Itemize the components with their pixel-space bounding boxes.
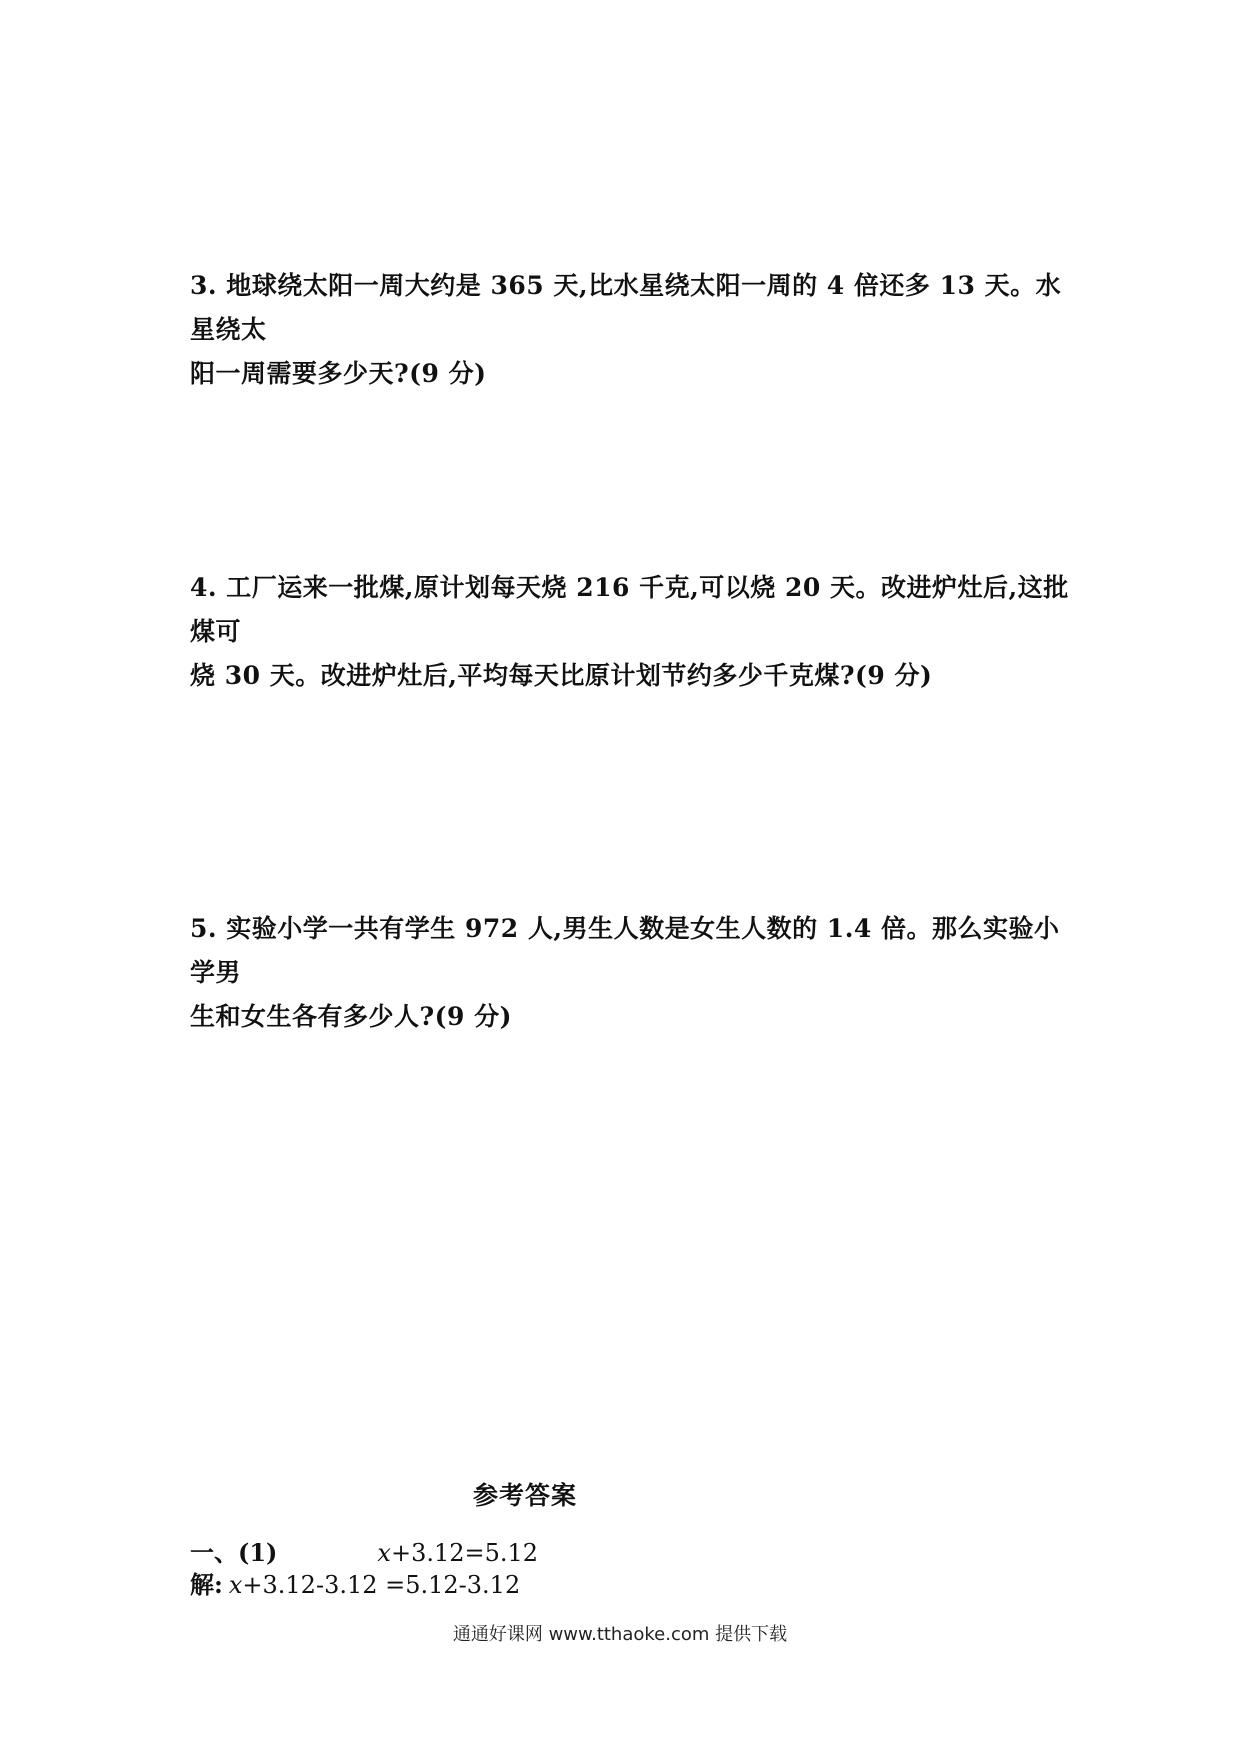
question-3 (190, 264, 1070, 396)
answer-1-variable: x (377, 1539, 391, 1567)
answer-1-expression: +3.12=5.12 (390, 1539, 539, 1567)
answer-2-equation (229, 1571, 520, 1599)
answer-line-1 (190, 1538, 538, 1568)
answer-2-expression: +3.12-3.12 =5.12-3.12 (242, 1571, 521, 1599)
page-footer: 通通好课网 www.tthaoke.com 提供下载 (452, 1624, 788, 1645)
answers-heading: 参考答案 (472, 1481, 577, 1510)
answer-1-equation (377, 1539, 538, 1567)
question-4 (190, 566, 1070, 698)
question-5-line-1: 5. 实验小学一共有学生 972 人,男生人数是女生人数的 1.4 倍。那么实验小学男 (190, 914, 1060, 987)
question-4-line-1: 4. 工厂运来一批煤,原计划每天烧 216 千克,可以烧 20 天。改进炉灶后,这批煤可 (190, 573, 1069, 646)
question-3-line-1: 3. 地球绕太阳一周大约是 365 天,比水星绕太阳一周的 4 倍还多 13 天。水星绕太 (190, 271, 1062, 344)
question-5 (190, 907, 1070, 1039)
question-5-line-2: 生和女生各有多少人?(9 分) (190, 1002, 512, 1031)
answer-2-variable: x (228, 1571, 243, 1599)
answer-2-label: 解: (190, 1570, 223, 1599)
question-4-line-2: 烧 30 天。改进炉灶后,平均每天比原计划节约多少千克煤?(9 分) (190, 661, 933, 690)
answer-1-label: 一、(1) (190, 1538, 278, 1567)
question-3-line-2: 阳一周需要多少天?(9 分) (190, 359, 487, 388)
answer-line-2 (190, 1570, 520, 1600)
